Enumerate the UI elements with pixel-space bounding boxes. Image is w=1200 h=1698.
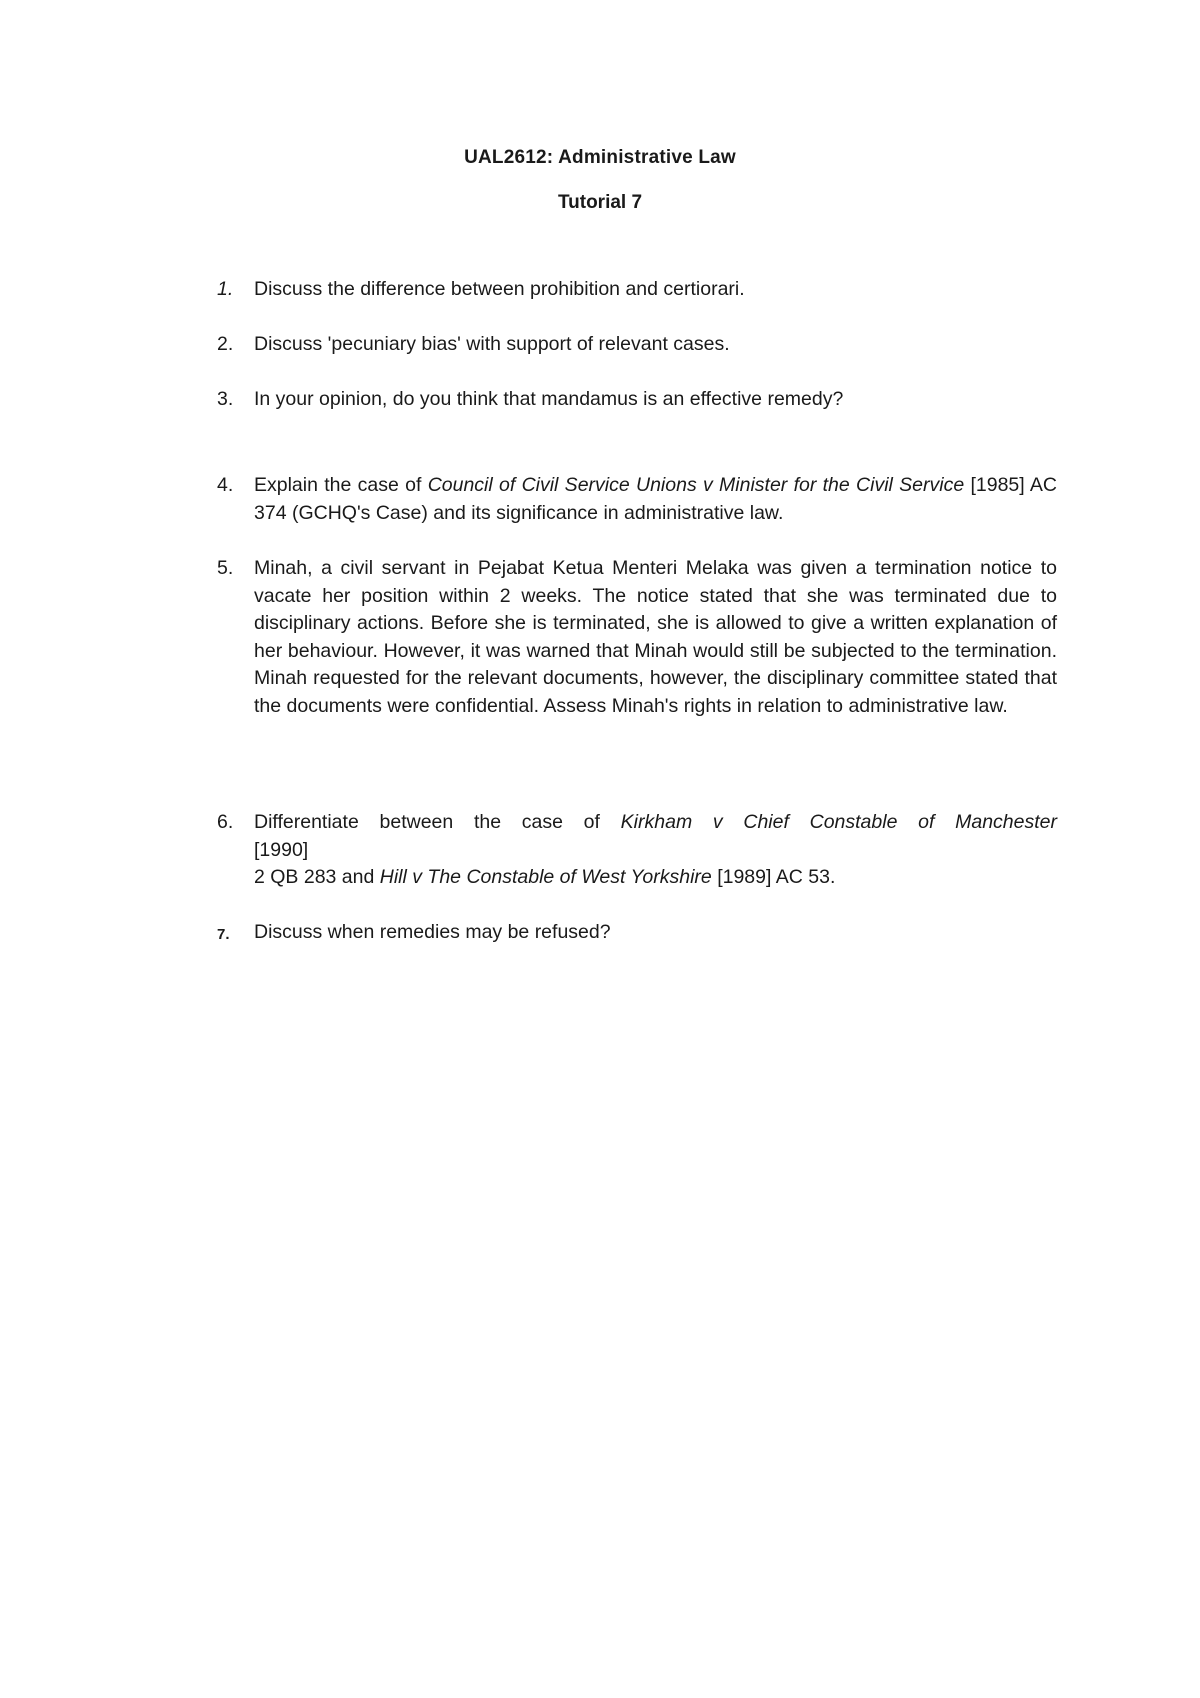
question-4-text-rest: [1985] AC 374 (GCHQ's Case) and its significance in administrative law. — [254, 474, 1057, 524]
question-6-line-1 — [254, 809, 1057, 837]
question-4 — [217, 472, 1057, 527]
question-6-text — [254, 809, 1057, 892]
question-6-text-mid: 2 QB 283 and — [254, 866, 380, 888]
question-6-case-2: Hill v The Constable of West Yorkshire — [379, 866, 712, 888]
question-5-text: Minah, a civil servant in Pejabat Ketua Menteri Melaka was given a termination notice to vacate her position within 2 weeks. The notice stated that she was terminated due to disciplinary actions. Before she is terminated, she is allowed to give a written explanation of her behaviour. However, it was warned that Minah would still be subjected to the termination. Minah requested for the relevant documents, however, the disciplinary committee stated that the documents were confidential. Assess Minah's rights in relation to administrative law. — [254, 557, 1057, 717]
question-6-number: 6. — [217, 811, 234, 833]
question-4-text-intro: Explain the case of — [254, 474, 428, 496]
question-3-text: In your opinion, do you think that mandamus is an effective remedy? — [254, 388, 844, 410]
tutorial-title: Tutorial 7 — [557, 192, 643, 213]
question-1-text: Discuss the difference between prohibition and certiorari. — [254, 278, 745, 300]
question-6-line-3 — [254, 864, 1057, 892]
question-2 — [217, 331, 1057, 359]
course-title: UAL2612: Administrative Law — [464, 147, 736, 168]
question-6-text-end: [1989] AC 53. — [711, 866, 836, 888]
question-5 — [217, 555, 1057, 720]
question-6-text-intro: Differentiate between the case of — [254, 811, 621, 833]
question-2-number: 2. — [217, 333, 234, 355]
question-6-case-1: Kirkham v Chief Constable of Manchester — [620, 811, 1057, 833]
question-7 — [217, 919, 1057, 947]
question-1-number: 1. — [217, 278, 234, 300]
question-7-text: Discuss when remedies may be refused? — [254, 921, 611, 943]
question-2-text: Discuss 'pecuniary bias' with support of relevant cases. — [254, 333, 730, 355]
question-4-number: 4. — [217, 474, 234, 496]
question-5-number: 5. — [217, 557, 234, 579]
question-7-number: 7. — [217, 926, 230, 943]
question-6 — [217, 809, 1057, 892]
question-1 — [217, 276, 1057, 304]
question-4-case-name: Council of Civil Service Unions v Minister for the Civil Service — [427, 474, 965, 496]
question-6-line-2: [1990] — [254, 838, 309, 861]
question-4-text — [254, 472, 1057, 527]
question-3-number: 3. — [217, 388, 234, 410]
question-3 — [217, 386, 1057, 414]
